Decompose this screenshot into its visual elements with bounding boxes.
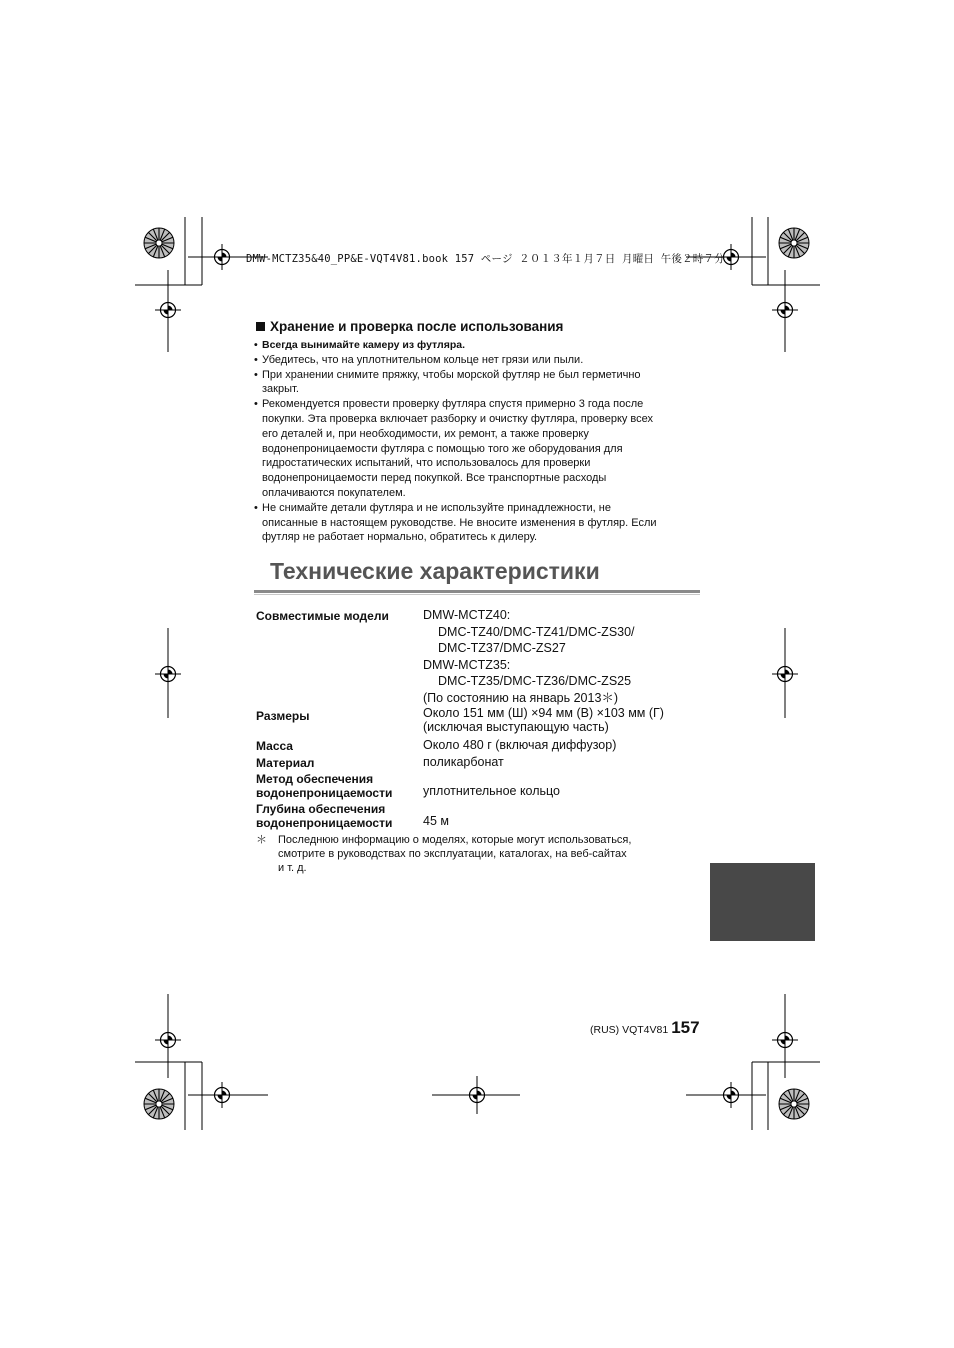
list-item: • Убедитесь, что на уплотнительном кольце нет грязи или пыли. [254,353,700,368]
page-footer [590,1018,700,1038]
care-bullet-list [254,338,700,545]
spec-label-dimensions: Размеры [256,709,310,723]
spec-value-compatible: DMW-MCTZ40: DMC-TZ40/DMC-TZ41/DMC-ZS30/ DMC-TZ37/DMC-ZS27 DMW-MCTZ35: DMC-TZ35/DMC-TZ36/DMC-ZS25 (По состоянию на январь 2013＊) [423,608,635,705]
spec-label-compatible: Совместимые модели [256,609,389,623]
spec-label-waterproof-method: Метод обеспечения водонепроницаемости [256,772,393,800]
list-item: • Всегда вынимайте камеру из футляра. [254,338,700,353]
page-number: 157 [671,1018,700,1037]
list-item: • Не снимайте детали футляра и не используйте принадлежности, не описанные в настоящем руководстве. Не вносите изменения в футляр. Если футляр не работает нормально, обратитесь к дилеру. [254,501,700,545]
spec-label-mass: Масса [256,739,293,753]
footnote-mark: ＊ [256,834,267,846]
square-bullet-icon [256,322,265,331]
print-info-header: DMW-MCTZ35&40_PP&E-VQT4V81.book 157 ページ ２０１３年１月７日 月曜日 午後２時７分 [246,253,725,265]
document-code: (RUS) VQT4V81 [590,1024,669,1036]
heading-underline [254,590,700,593]
spec-label-waterproof-depth: Глубина обеспечения водонепроницаемости [256,802,393,830]
list-item: • Рекомендуется провести проверку футляра спустя примерно 3 года после покупки. Эта проверка включает разборку и очистку футляра, проверку всех его деталей и, при необходимости, их ремонт, а также проверку водонепроницаемости футляра с помощью того же оборудования для гидростатических испытаний, что использовалось для проверки водонепроницаемости перед покупкой. Все транспортные расходы оплачиваются покупателем. [254,397,700,501]
spec-value-waterproof-method: уплотнительное кольцо [423,784,561,798]
section-side-tab [710,863,815,941]
list-item: • При хранении снимите пряжку, чтобы морской футляр не был герметично закрыт. [254,368,700,398]
spec-value-mass: Около 480 г (включая диффузор) [423,738,617,752]
heading-underline-shadow [254,594,700,595]
care-section-title: Хранение и проверка после использования [256,319,563,334]
footnote-text: Последнюю информацию о моделях, которые могут использоваться, смотрите в руководствах по эксплуатации, каталогах, на веб-сайтах и т. д. [278,834,632,874]
spec-label-material: Материал [256,756,315,770]
spec-value-waterproof-depth: 45 м [423,814,449,828]
page-title: Технические характеристики [270,558,600,584]
spec-value-material: поликарбонат [423,755,504,769]
spec-value-dimensions: Около 151 мм (Ш) ×94 мм (В) ×103 мм (Г) (исключая выступающую часть) [423,706,664,734]
